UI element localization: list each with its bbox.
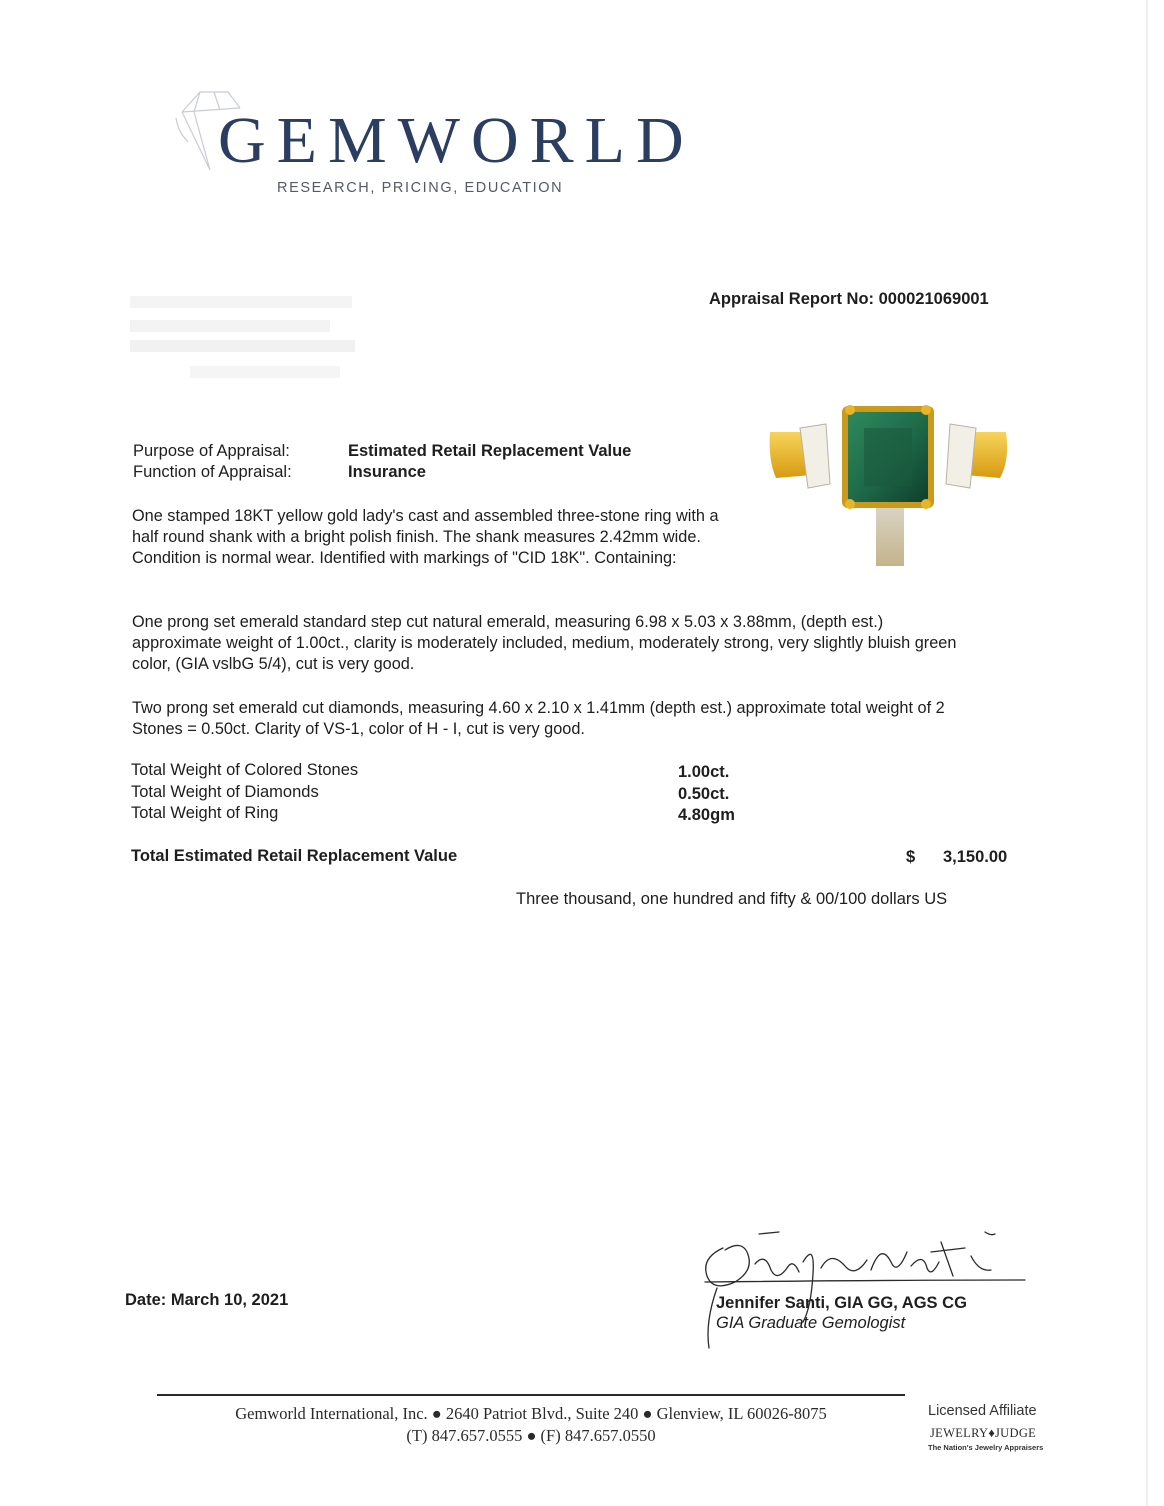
purpose-label: Purpose of Appraisal: — [133, 442, 290, 460]
weights-labels — [131, 760, 358, 825]
weight-value: 1.00ct. — [678, 763, 730, 781]
weight-label: Total Weight of Diamonds — [131, 782, 319, 801]
purpose-values — [348, 441, 631, 483]
footer-address: Gemworld International, Inc. ● 2640 Patriot Blvd., Suite 240 ● Glenview, IL 60026-8075 — [235, 1404, 827, 1423]
total-amount: 3,150.00 — [943, 848, 1008, 866]
jewelry-judge-logo: JEWELRY♦JUDGE — [930, 1426, 1037, 1440]
scan-edge — [1146, 0, 1148, 1506]
function-value: Insurance — [348, 463, 426, 481]
footer-phone: (T) 847.657.0555 ● (F) 847.657.0550 — [406, 1426, 656, 1445]
weight-label: Total Weight of Ring — [131, 804, 279, 822]
total-value-label: Total Estimated Retail Replacement Value — [131, 847, 458, 865]
function-label: Function of Appraisal: — [133, 463, 292, 481]
footer-divider — [157, 1394, 905, 1396]
purpose-value: Estimated Retail Replacement Value — [348, 442, 632, 460]
weights-values — [678, 762, 735, 827]
faded-address-line — [190, 366, 340, 378]
appraiser-name: Jennifer Santi, GIA GG, AGS CG — [716, 1294, 967, 1312]
ring-photo — [764, 398, 1012, 566]
report-number: Appraisal Report No: 000021069001 — [709, 290, 989, 308]
ring-description: One stamped 18KT yellow gold lady's cast and assembled three-stone ring with a half round shank with a bright polish finish. The shank measures 2.42mm wide. Condition is normal wear. Identified with markings of "CID 18K". Containing: — [132, 507, 719, 567]
faded-address-line — [130, 320, 330, 332]
faded-address-line — [130, 340, 355, 352]
company-tagline: RESEARCH, PRICING, EDUCATION — [277, 180, 564, 196]
weight-value: 0.50ct. — [678, 784, 730, 803]
weight-value: 4.80gm — [678, 806, 735, 824]
diamonds-description: Two prong set emerald cut diamonds, measuring 4.60 x 2.10 x 1.41mm (depth est.) approximate total weight of 2 Stones = 0.50ct. Clarity of VS-1, color of H - I, cut is very good. — [132, 699, 945, 738]
purpose-labels — [133, 441, 292, 483]
total-amount-words: Three thousand, one hundred and fifty & 00/100 dollars US — [516, 890, 948, 908]
weight-label: Total Weight of Colored Stones — [131, 761, 359, 779]
total-currency: $ — [906, 848, 916, 866]
faded-address-line — [130, 296, 352, 308]
affiliate-tagline: The Nation's Jewelry Appraisers — [928, 1443, 1044, 1452]
affiliate-label: Licensed Affiliate — [928, 1403, 1037, 1419]
appraiser-title: GIA Graduate Gemologist — [716, 1314, 906, 1332]
company-logo: GEMWORLD — [218, 104, 695, 177]
appraisal-date: Date: March 10, 2021 — [125, 1291, 289, 1309]
emerald-description: One prong set emerald standard step cut natural emerald, measuring 6.98 x 5.03 x 3.88mm, (depth est.) approximate weight of 1.00ct., clarity is moderately included, medium, moderately strong, very slightly bluish green color, (GIA vslbG 5/4), cut is very good. — [132, 613, 957, 673]
